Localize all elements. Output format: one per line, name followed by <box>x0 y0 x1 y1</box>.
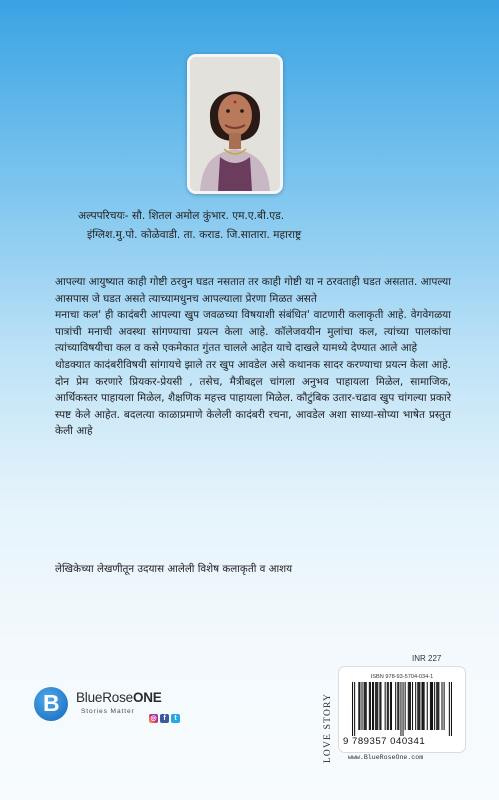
barcode-bar <box>359 682 360 730</box>
story-blurb <box>55 274 451 440</box>
isbn-label: ISBN 978-93-5704-034-1 <box>370 674 434 680</box>
barcode-bar <box>352 682 353 736</box>
barcode-bar <box>398 682 399 730</box>
barcode-bar <box>377 682 378 730</box>
barcode-bar <box>444 682 445 730</box>
publisher-tagline: Stories Matter <box>81 708 135 715</box>
barcode-bar <box>449 682 450 736</box>
barcode-bar <box>403 682 404 736</box>
barcode-bar <box>431 682 432 730</box>
barcode-bar <box>419 682 420 730</box>
barcode-bar <box>370 682 371 730</box>
barcode-bars <box>352 682 452 736</box>
publisher-name-bold: ONE <box>132 690 162 705</box>
barcode-bar <box>379 682 380 730</box>
isbn-barcode <box>338 666 466 753</box>
barcode-bar <box>427 682 428 730</box>
barcode-bar <box>361 682 362 730</box>
barcode-bar <box>415 682 416 730</box>
barcode-bar <box>409 682 410 730</box>
author-bio-line-1: अल्पपरिचयः- सौ. शितल अमोल कुंभार. एम.ए.बी.एड. <box>78 210 285 222</box>
barcode-bar <box>380 682 381 730</box>
blurb-paragraph-1: आपल्या आयुष्यात काही गोष्टी ठरवुन घडत नसतात तर काही गोष्टी या न ठरवताही घडत असतात. आपल्या आसपास जे घडत असते त्याच्यामधुनच आपल्याला प्रेरणा मिळत असते <box>55 276 451 305</box>
author-bio <box>78 207 301 245</box>
barcode-bar <box>436 682 437 730</box>
barcode-bar <box>376 682 377 730</box>
barcode-bar <box>437 682 438 730</box>
barcode-bar <box>387 682 388 730</box>
barcode-bar <box>423 682 424 730</box>
barcode-bar <box>354 682 355 736</box>
blurb-paragraph-2: मनाचा कल' ही कादंबरी आपल्या खुप जवळच्या विषयाशी संबंधित' वाटणारी कलाकृती आहे. वेगवेगळया पात्रांची मनाची अवस्था सांगण्याचा प्रयत्न केला आहे. कॉलेजवयीन मुलांचा कल, त्यांच्या पालकांचा त्यांच्याविषयीचा कल व कसे एकमेकात गुंतत चालले आहेत याचे दाखले यामध्ये देण्यात आले आहे <box>55 309 451 355</box>
barcode-bar <box>418 682 419 730</box>
barcode-bar <box>417 682 418 730</box>
barcode-bar <box>451 682 452 736</box>
barcode-bar <box>375 682 376 730</box>
blurb-paragraph-3: थोडक्यात कादंबरीविषयी सांगायचे झाले तर खुप आवडेल असे कथानक सादर करण्याचा प्रयत्न केला आहे. दोन प्रेम करणारे प्रियकर-प्रेयसी , तसेच, मैत्रीबद्दल चांगला अनुभव पाहायला मिळेल, सामाजिक, आर्थिकस्तर पाहायला मिळेल, शैक्षणिक महत्त्व पाहायला मिळेल. कौटुंबिक उतार-चढाव खुप चांगल्या प्रकारे स्पष्ट केले आहेत. बदलत्या काळाप्रमाणे केलेली कादंबरी रचना, आवडेल अशा साध्या-सोप्या भाषेत प्रस्तुत केली आहे <box>55 358 451 438</box>
barcode-bar <box>395 682 396 730</box>
barcode-bar <box>438 682 439 730</box>
facebook-icon: f <box>160 714 169 723</box>
publisher-name <box>76 690 162 705</box>
barcode-bar <box>388 682 389 730</box>
barcode-bar <box>434 682 435 730</box>
barcode-bar <box>400 682 401 736</box>
barcode-bar <box>405 682 406 730</box>
barcode-bar <box>390 682 391 730</box>
author-portrait-image <box>190 57 280 191</box>
barcode-bar <box>424 682 425 730</box>
barcode-bar <box>372 682 373 730</box>
barcode-bar <box>364 682 365 730</box>
instagram-icon: ◎ <box>150 715 157 722</box>
barcode-bar <box>408 682 409 730</box>
closing-tagline: लेखिकेच्या लेखणीतून उदयास आलेली विशेष कलाकृती व आशय <box>55 563 293 575</box>
barcode-bar <box>412 682 413 730</box>
barcode-bar <box>391 682 392 730</box>
barcode-bar <box>365 682 366 730</box>
barcode-bar <box>358 682 359 730</box>
barcode-bar <box>385 682 386 730</box>
barcode-bar <box>410 682 411 730</box>
author-bio-line-2: इंग्लिश.मु.पो. कोळेवाडी. ता. कराड. जि.सातारा. महाराष्ट्र <box>87 229 302 241</box>
barcode-number: 9 789357 040341 <box>343 736 426 747</box>
author-photo <box>187 54 283 194</box>
social-icons <box>149 714 180 723</box>
barcode-bar <box>366 682 367 730</box>
publisher-logo-mark <box>34 687 68 721</box>
twitter-icon: t <box>171 714 180 723</box>
barcode-bar <box>397 682 398 730</box>
barcode-bar <box>369 682 370 730</box>
barcode-bar <box>421 682 422 730</box>
barcode-bar <box>373 682 374 730</box>
barcode-bar <box>432 682 433 730</box>
publisher-url: www.BlueRoseOne.com <box>348 754 424 761</box>
barcode-bar <box>430 682 431 730</box>
publisher-name-regular: BlueRose <box>76 690 133 705</box>
publisher-logo-letter: B <box>43 690 60 716</box>
barcode-bar <box>441 682 442 730</box>
price-label: INR 227 <box>412 654 442 663</box>
genre-label: LOVE STORY <box>323 692 333 764</box>
